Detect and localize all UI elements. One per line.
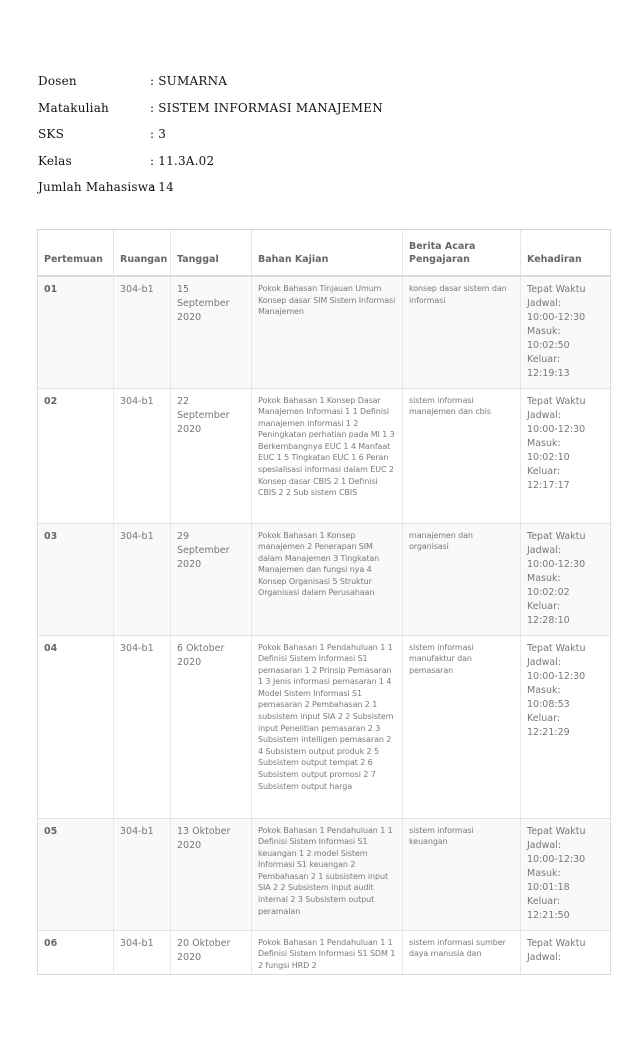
cell-pertemuan: 05 — [38, 818, 114, 930]
column-header-bahan-kajian: Bahan Kajian — [252, 230, 403, 276]
cell-tanggal: 15 September 2020 — [171, 276, 252, 388]
cell-kehadiran: Tepat Waktu Jadwal: 10:00-12:30 Masuk: 10:02:50 Keluar: 12:19:13 — [521, 276, 612, 388]
cell-pertemuan: 04 — [38, 635, 114, 818]
column-header-kehadiran: Kehadiran — [521, 230, 612, 276]
cell-ruangan: 304-b1 — [114, 523, 171, 635]
info-label: Matakuliah — [38, 100, 109, 115]
info-value: : 14 — [150, 180, 174, 195]
cell-berita-acara: konsep dasar sistem dan informasi — [403, 276, 521, 388]
table-row — [38, 523, 611, 635]
cell-bahan-kajian: Pokok Bahasan 1 Pendahuluan 1 1 Definisi Sistem Informasi S1 SDM 1 2 fungsi HRD 2 — [252, 930, 403, 975]
cell-berita-acara: sistem informasi manufaktur dan pemasaran — [403, 635, 521, 818]
cell-kehadiran: Tepat Waktu Jadwal: — [521, 930, 612, 975]
cell-pertemuan: 02 — [38, 388, 114, 523]
attendance-table — [38, 230, 611, 975]
cell-tanggal: 29 September 2020 — [171, 523, 252, 635]
cell-bahan-kajian: Pokok Bahasan Tinjauan Umum Konsep dasar SIM Sistem Informasi Manajemen — [252, 276, 403, 388]
cell-tanggal: 6 Oktober 2020 — [171, 635, 252, 818]
info-row-matakuliah — [38, 101, 383, 128]
cell-pertemuan: 03 — [38, 523, 114, 635]
cell-pertemuan: 01 — [38, 276, 114, 388]
cell-berita-acara: sistem informasi keuangan — [403, 818, 521, 930]
cell-berita-acara: manajemen dan organisasi — [403, 523, 521, 635]
course-info — [38, 74, 383, 207]
info-label: SKS — [38, 127, 65, 142]
table-row — [38, 388, 611, 523]
cell-tanggal: 22 September 2020 — [171, 388, 252, 523]
cell-bahan-kajian: Pokok Bahasan 1 Konsep manajemen 2 Penerapan SIM dalam Manajemen 3 Tingkatan Manajemen dan fungsi nya 4 Konsep Organisasi 5 Struktur Organisasi dalam Perusahaan — [252, 523, 403, 635]
info-value: : SISTEM INFORMASI MANAJEMEN — [150, 100, 383, 115]
cell-bahan-kajian: Pokok Bahasan 1 Konsep Dasar Manajemen Informasi 1 1 Definisi manajemen informasi 1 2 Peningkatan perhatian pada MI 1 3 Berkembangnya EUC 1 4 Manfaat EUC 1 5 Tingkatan EUC 1 6 Peran spesialisasi informasi dalam EUC 2 Konsep dasar CBIS 2 1 Definisi CBIS 2 2 Sub sistem CBIS — [252, 388, 403, 523]
info-value: : 11.3A.02 — [150, 153, 215, 168]
cell-berita-acara: sistem informasi sumber daya manusia dan — [403, 930, 521, 975]
cell-ruangan: 304-b1 — [114, 388, 171, 523]
cell-ruangan: 304-b1 — [114, 276, 171, 388]
table-row — [38, 818, 611, 930]
table-header-row — [38, 230, 611, 276]
cell-kehadiran: Tepat Waktu Jadwal: 10:00-12:30 Masuk: 10:01:18 Keluar: 12:21:50 — [521, 818, 612, 930]
cell-bahan-kajian: Pokok Bahasan 1 Pendahuluan 1 1 Definisi Sistem Informasi S1 pemasaran 1 2 Prinsip Pemasaran 1 3 Jenis informasi pemasaran 1 4 Model Sistem Informasi S1 pemasaran 2 Pembahasan 2 1 subsistem input SIA 2 2 Subsistem input Penelitian pemasaran 2 3 Subsistem intelligen pemasaran 2 4 Subsistem output produk 2 5 Subsistem output tempat 2 6 Subsistem output promosi 2 7 Subsistem output harga — [252, 635, 403, 818]
column-header-ruangan: Ruangan — [114, 230, 171, 276]
cell-kehadiran: Tepat Waktu Jadwal: 10:00-12:30 Masuk: 10:02:10 Keluar: 12:17:17 — [521, 388, 612, 523]
column-header-tanggal: Tanggal — [171, 230, 252, 276]
table-row — [38, 930, 611, 975]
cell-tanggal: 20 Oktober 2020 — [171, 930, 252, 975]
info-value: : 3 — [150, 127, 167, 142]
cell-tanggal: 13 Oktober 2020 — [171, 818, 252, 930]
info-row-dosen — [38, 74, 383, 101]
cell-bahan-kajian: Pokok Bahasan 1 Pendahuluan 1 1 Definisi Sistem Informasi S1 keuangan 1 2 model Sistem Informasi S1 keuangan 2 Pembahasan 2 1 subsistem input SIA 2 2 Subsistem input audit internal 2 3 Subsistem output peramalan — [252, 818, 403, 930]
info-row-sks — [38, 127, 383, 154]
info-value: : SUMARNA — [150, 74, 228, 88]
attendance-table-container — [37, 229, 611, 975]
cell-ruangan: 304-b1 — [114, 635, 171, 818]
info-label: Jumlah Mahasiswa — [38, 180, 156, 195]
column-header-berita-acara: Berita Acara Pengajaran — [403, 230, 521, 276]
cell-ruangan: 304-b1 — [114, 818, 171, 930]
info-row-jumlah-mahasiswa — [38, 180, 383, 207]
table-row — [38, 635, 611, 818]
cell-berita-acara: sistem informasi manajemen dan cbis — [403, 388, 521, 523]
table-row — [38, 276, 611, 388]
cell-kehadiran: Tepat Waktu Jadwal: 10:00-12:30 Masuk: 10:08:53 Keluar: 12:21:29 — [521, 635, 612, 818]
info-label: Dosen — [38, 74, 77, 88]
cell-kehadiran: Tepat Waktu Jadwal: 10:00-12:30 Masuk: 10:02:02 Keluar: 12:28:10 — [521, 523, 612, 635]
info-label: Kelas — [38, 153, 72, 168]
info-row-kelas — [38, 154, 383, 181]
column-header-pertemuan: Pertemuan — [38, 230, 114, 276]
cell-pertemuan: 06 — [38, 930, 114, 975]
cell-ruangan: 304-b1 — [114, 930, 171, 975]
